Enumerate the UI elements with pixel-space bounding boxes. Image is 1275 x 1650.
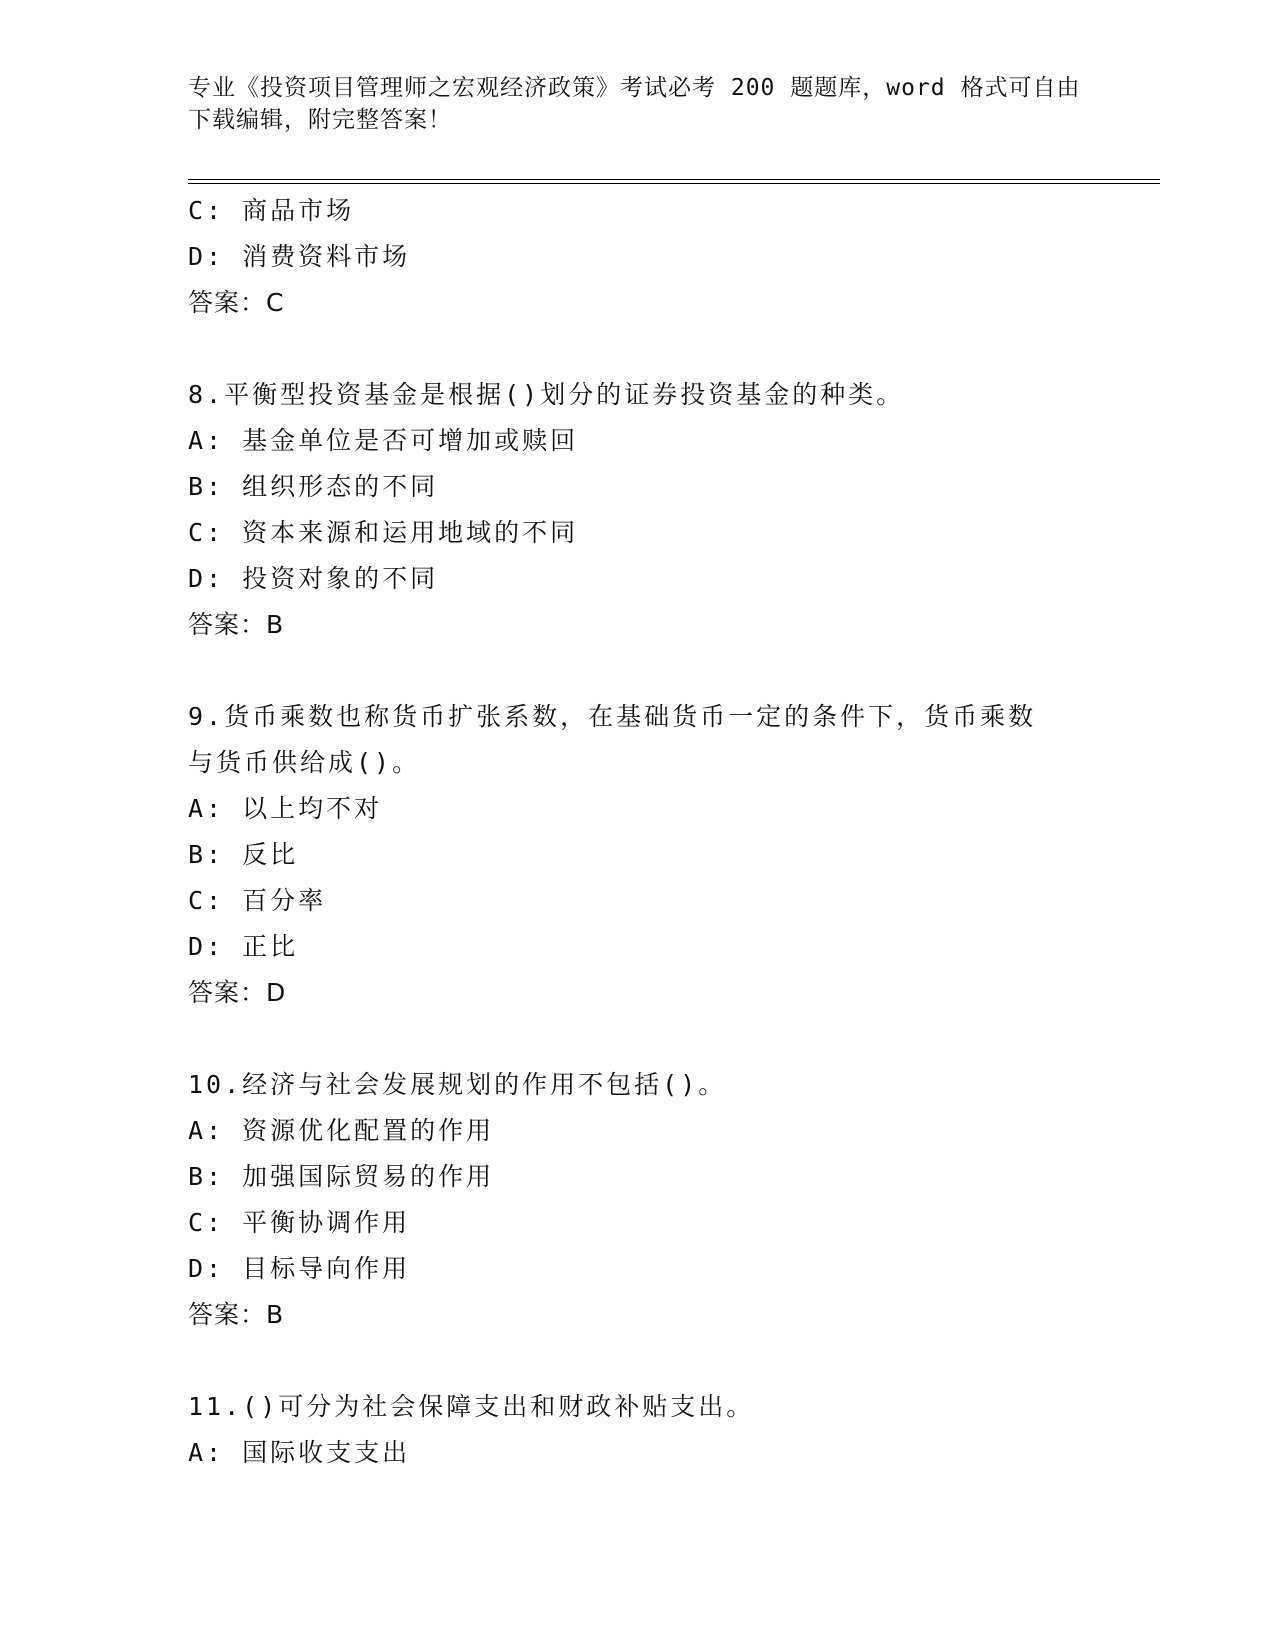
option-d: D: 正比 [188, 932, 299, 961]
option-c: C: 资本来源和运用地域的不同 [188, 518, 579, 547]
spacer [188, 648, 1148, 694]
answer: 答案：D [188, 978, 287, 1007]
option-d: D: 目标导向作用 [188, 1254, 411, 1283]
spacer [188, 1016, 1148, 1062]
question-stem: 11.()可分为社会保障支出和财政补贴支出。 [188, 1392, 755, 1421]
option-d: D: 消费资料市场 [188, 242, 411, 271]
question-stem: 9.货币乘数也称货币扩张系数，在基础货币一定的条件下，货币乘数 [188, 702, 1037, 731]
header-divider-top [188, 179, 1160, 180]
option-a: A: 以上均不对 [188, 794, 383, 823]
prev-question [188, 188, 1148, 326]
option-c: C: 百分率 [188, 886, 327, 915]
spacer [188, 1338, 1148, 1384]
question-9 [188, 694, 1148, 1016]
question-11 [188, 1384, 1148, 1476]
spacer [188, 326, 1148, 372]
option-a: A: 基金单位是否可增加或赎回 [188, 426, 579, 455]
option-b: B: 加强国际贸易的作用 [188, 1162, 495, 1191]
header-divider-bottom [188, 183, 1160, 184]
question-stem-continued: 与货币供给成()。 [188, 748, 421, 777]
document-header [188, 72, 1088, 136]
header-line-1: 专业《投资项目管理师之宏观经济政策》考试必考 200 题题库，word 格式可自由 [188, 75, 1081, 101]
answer: 答案：B [188, 610, 285, 639]
option-a: A: 国际收支支出 [188, 1438, 411, 1467]
question-list [188, 188, 1148, 1476]
answer: 答案：C [188, 288, 285, 317]
option-c: C: 商品市场 [188, 196, 355, 225]
option-d: D: 投资对象的不同 [188, 564, 439, 593]
header-line-2: 下载编辑，附完整答案！ [188, 107, 452, 133]
option-b: B: 组织形态的不同 [188, 472, 439, 501]
option-c: C: 平衡协调作用 [188, 1208, 411, 1237]
question-stem: 10.经济与社会发展规划的作用不包括()。 [188, 1070, 727, 1099]
option-a: A: 资源优化配置的作用 [188, 1116, 495, 1145]
answer: 答案：B [188, 1300, 285, 1329]
question-10 [188, 1062, 1148, 1338]
option-b: B: 反比 [188, 840, 299, 869]
question-stem: 8.平衡型投资基金是根据()划分的证券投资基金的种类。 [188, 380, 905, 409]
question-8 [188, 372, 1148, 648]
